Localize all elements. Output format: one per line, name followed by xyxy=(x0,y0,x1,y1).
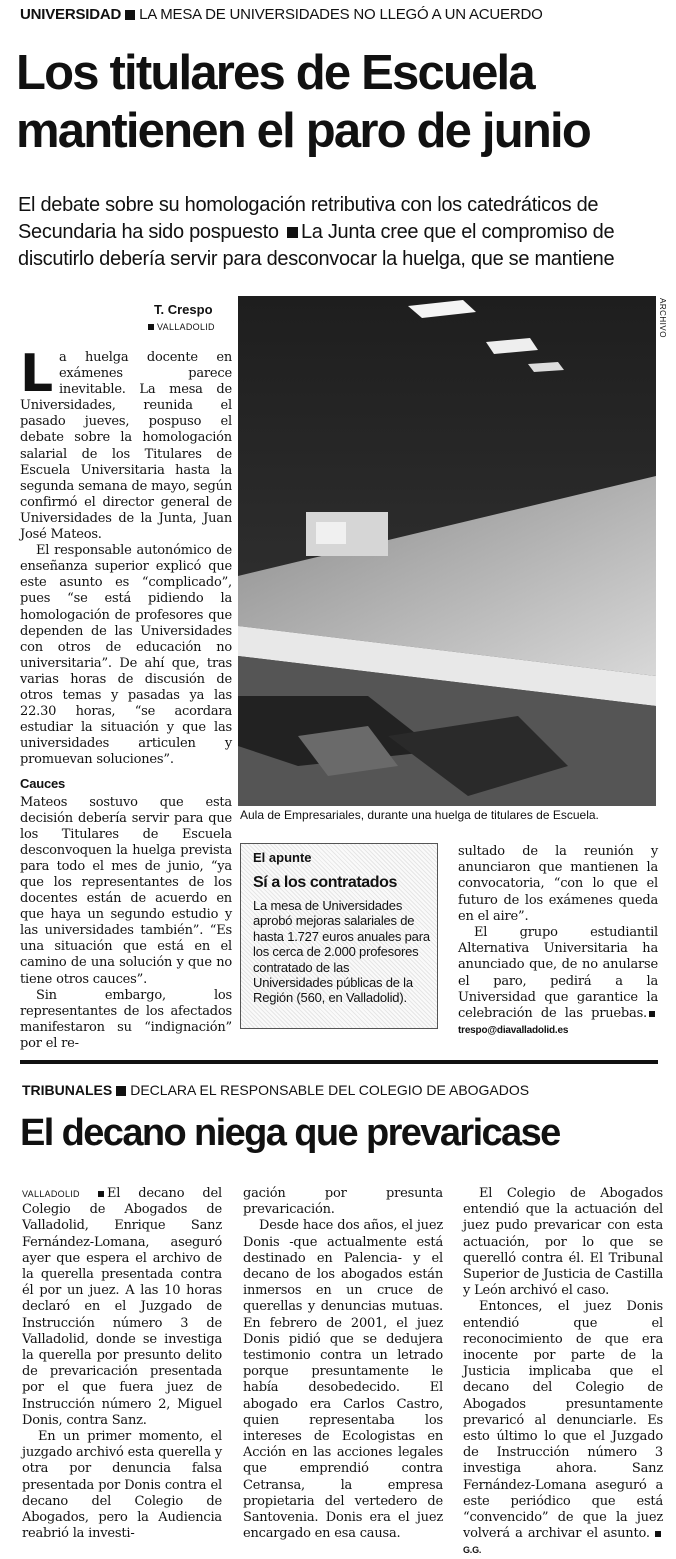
headline-line-1: Los titulares de Escuela xyxy=(16,46,534,100)
box-text: La mesa de Universidades aprobó mejoras salariales de hasta 1.727 euros anuales para los cerca de 2.000 profesores contratado de las Universidades públicas de la Región (560, en Valladolid). xyxy=(253,898,430,1006)
byline-name: T. Crespo xyxy=(154,302,213,317)
paragraph xyxy=(22,1186,222,1429)
subhead-part-1: El debate sobre su homologación retributiva con los catedráticos de Secundaria ha sido pospuesto xyxy=(18,194,599,243)
headline-line-2: mantienen el paro de junio xyxy=(16,104,590,158)
paragraph-text: a huelga docente en exámenes parece inevitable. La mesa de Universidades, reunida el pasado jueves, pospuso el debate sobre la homologación salarial de los Titulares de Escuela Universitaria hasta la segunda semana de mayo, según confirmó el director general de Universidades de la Junta, Juan José Mateos. xyxy=(20,350,232,543)
article1-kicker xyxy=(20,6,543,23)
paragraph xyxy=(458,925,658,1039)
kicker-section: TRIBUNALES xyxy=(22,1082,113,1098)
paragraph xyxy=(463,1299,663,1558)
dateline-square-icon xyxy=(98,1191,104,1197)
article-photo xyxy=(238,296,656,806)
paragraph: sultado de la reunión y anunciaron que mantienen la convocatoria, “con lo que el futuro de los exámenes queda en el aire”. xyxy=(458,844,658,924)
kicker-text: LA MESA DE UNIVERSIDADES NO LLEGÓ A UN ACUERDO xyxy=(139,6,543,23)
signoff-square-icon xyxy=(655,1531,661,1537)
signoff-text: G.G. xyxy=(463,1545,482,1556)
article2-headline: El decano niega que prevaricase xyxy=(20,1112,560,1154)
subhead-square-icon xyxy=(287,227,298,238)
article1-column-3 xyxy=(458,844,658,1039)
dropcap: L xyxy=(20,344,53,404)
paragraph: En un primer momento, el juzgado archivó esta querella y otra por denuncia falsa presentada por Donis contra el decano del Colegio de Abogados, pero la Audiencia reabrió la investi- xyxy=(22,1429,222,1542)
paragraph: El Colegio de Abogados entendió que la actuación del juez pudo prevaricar con esta actuación, por lo que se querelló contra él. El Tribunal Superior de Justicia de Castilla y León archivó el caso. xyxy=(463,1186,663,1299)
email-square-icon xyxy=(649,1011,655,1017)
paragraph-text: El grupo estudiantil Alternativa Universitaria ha anunciado que, de no anularse el paro, pedirá a la Universidad que garantice la celebración de las pruebas. xyxy=(458,925,658,1022)
classroom-photo-illustration xyxy=(238,296,656,806)
sidebar-box xyxy=(240,843,438,1029)
kicker-square-icon xyxy=(125,10,135,20)
article2-kicker xyxy=(22,1082,529,1098)
section-divider xyxy=(20,1060,658,1064)
kicker-text: DECLARA EL RESPONSABLE DEL COLEGIO DE ABOGADOS xyxy=(130,1082,530,1098)
paragraph xyxy=(20,344,232,543)
paragraph: gación por presunta prevaricación. xyxy=(243,1186,443,1218)
dateline: VALLADOLID xyxy=(22,1189,80,1199)
paragraph: Desde hace dos años, el juez Donis -que actualmente está destinado en Palencia- y el decano de los abogados están inmersos en un cruce de querellas y denuncias mutuas. En febrero de 2001, el juez Donis pidió que se dedujera testimonio contra un letrado porque presuntamente le había desobedecido. El abogado era Carlos Castro, quien representaba los intereses de Ecologistas en Acción en las acciones legales que emprendió contra Cetransa, la empresa propietaria del vertedero de Santovenia. Donis era el juez encargado en esa causa. xyxy=(243,1218,443,1542)
byline-square-icon xyxy=(148,324,154,330)
article2-column-2 xyxy=(243,1186,443,1542)
article1-column-1 xyxy=(20,344,232,1052)
article2-column-3 xyxy=(463,1186,663,1559)
photo-caption: Aula de Empresariales, durante una huelga de titulares de Escuela. xyxy=(240,808,599,822)
paragraph-text: Entonces, el juez Donis entendió que el reconocimiento de que era inocente por parte de la Justicia implicaba que el decano del Colegio de Abogados presuntamente prevaricó al denunciarle. Es esto último lo que el Juzgado de Instrucción número 3 investiga ahora. Sanz Fernández-Lomana aseguró a este periódico que está “convencido” de que la juez volverá a archivar el asunto. xyxy=(463,1299,663,1542)
article1-subhead xyxy=(18,192,666,273)
subhead-part-2: La Junta cree que el compromiso de discutirlo debería servir para desconvocar la huelga, que se mantiene xyxy=(18,221,615,270)
paragraph: Mateos sostuvo que esta decisión debería servir para que los Titulares de Escuela desconvoquen la huelga prevista para todo el mes de junio, “ya que los representantes de los docentes están de acuerdo en que haya un segundo estudio y las universidades también”. “Es una situación que está en el camino de una solución y que no tiene otros cauces”. xyxy=(20,794,232,987)
author-email: trespo@diavalladolid.es xyxy=(458,1025,569,1037)
subheading-cauces: Cauces xyxy=(20,776,66,792)
paragraph: Sin embargo, los representantes de los afectados manifestaron su “indignación” por el re- xyxy=(20,987,232,1051)
photo-credit: ARCHIVO xyxy=(658,298,667,338)
paragraph-text: El decano del Colegio de Abogados de Valladolid, Enrique Sanz Fernández-Lomana, aseguró ayer que espera el archivo de la querella presentada contra él por un juez. A las 10 horas declaró en el Juzgado de Instrucción número 3 de Valladolid, donde se investiga la querella por presunto delito de prevaricación presentada por el que fuera juez de Instrucción número 2, Miguel Donis, contra Sanz. xyxy=(22,1186,222,1428)
byline-location xyxy=(148,322,215,332)
article2-column-1 xyxy=(22,1186,222,1542)
paragraph: El responsable autonómico de enseñanza superior explicó que este asunto es “complicado”, pues “se está pidiendo la homologación de profesores que dependen de las Universidades con otros de educación no universitaria”. De ahí que, tras varias horas de discusión de otros temas y pasadas ya las 22.30 horas, “se acordara estudiar la situación y que las universidades articulen y promuevan soluciones”. xyxy=(20,543,232,768)
kicker-square-icon xyxy=(116,1086,126,1096)
article1-headline xyxy=(16,44,666,160)
box-label: El apunte xyxy=(253,850,312,865)
byline-location-text: VALLADOLID xyxy=(157,322,215,332)
box-title: Sí a los contratados xyxy=(253,874,398,891)
kicker-section: UNIVERSIDAD xyxy=(20,6,122,23)
